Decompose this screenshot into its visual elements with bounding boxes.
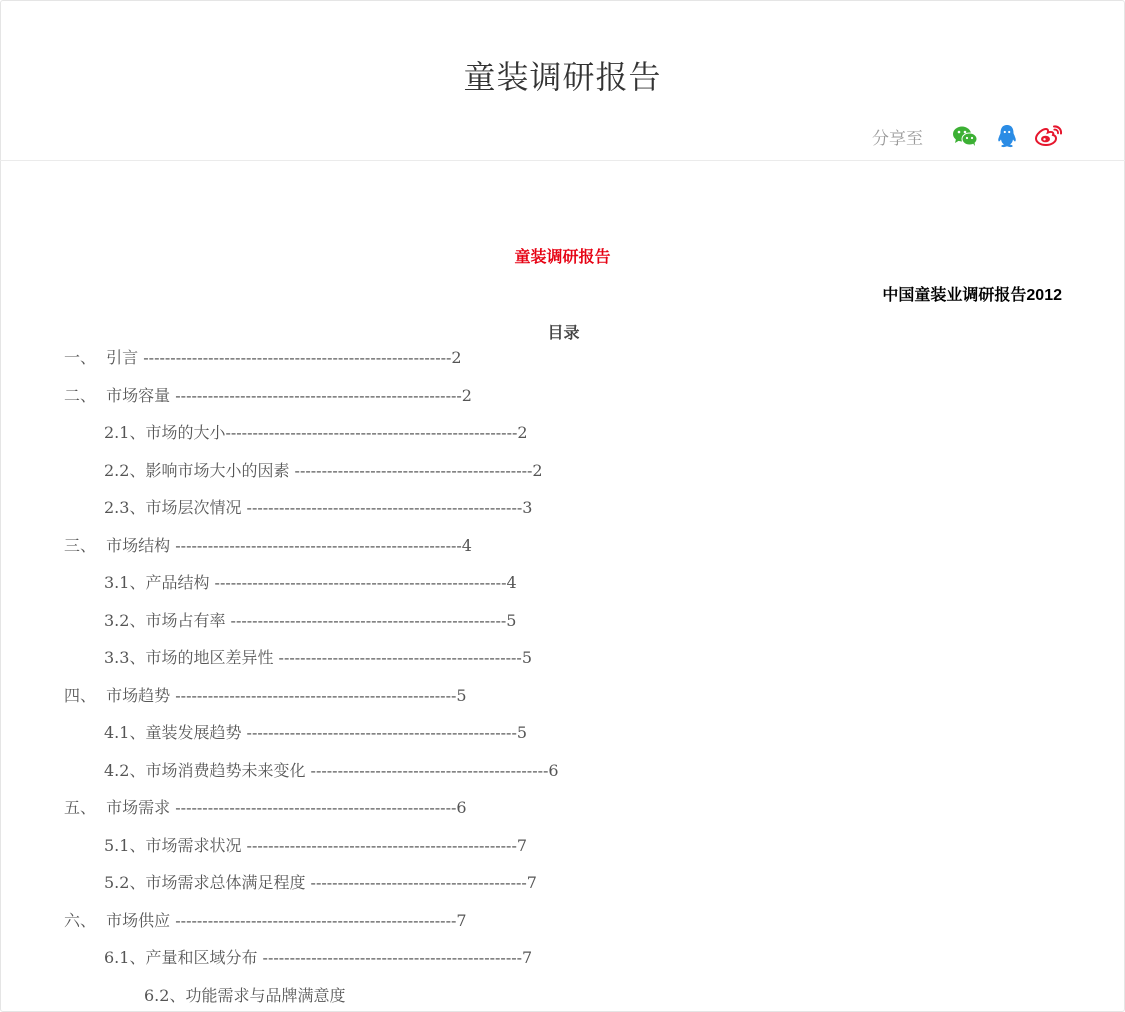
toc-item: 3.3、市场的地区差异性 ---------------------------------------------5 xyxy=(104,648,532,667)
share-bar xyxy=(872,122,1063,150)
document-title: 童装调研报告 xyxy=(514,247,611,266)
toc-item: 2.3、市场层次情况 ---------------------------------------------------3 xyxy=(104,498,533,517)
share-qq-button[interactable] xyxy=(993,122,1021,150)
article-header xyxy=(0,0,1125,161)
toc-item: 四、 市场趋势 ----------------------------------------------------5 xyxy=(64,686,467,705)
share-weibo-button[interactable] xyxy=(1035,122,1063,150)
toc-heading: 目录 xyxy=(547,323,580,342)
toc-item: 三、 市场结构 -----------------------------------------------------4 xyxy=(64,536,472,555)
toc-item: 5.1、市场需求状况 --------------------------------------------------7 xyxy=(104,836,528,855)
toc-item: 2.1、市场的大小------------------------------------------------------2 xyxy=(104,423,528,442)
toc-item: 一、 引言 ---------------------------------------------------------2 xyxy=(64,348,462,367)
weibo-icon xyxy=(1035,124,1063,148)
qq-icon xyxy=(996,124,1018,148)
article-body xyxy=(0,160,1125,1005)
toc-item: 3.2、市场占有率 ---------------------------------------------------5 xyxy=(104,611,517,630)
toc-item: 2.2、影响市场大小的因素 --------------------------------------------2 xyxy=(104,461,543,480)
toc-item: 二、 市场容量 -----------------------------------------------------2 xyxy=(64,386,472,405)
toc-item: 五、 市场需求 ----------------------------------------------------6 xyxy=(64,798,467,817)
toc-item: 4.2、市场消费趋势未来变化 --------------------------------------------6 xyxy=(104,761,559,780)
toc-item: 5.2、市场需求总体满足程度 ----------------------------------------7 xyxy=(104,873,537,892)
wechat-icon xyxy=(952,125,978,147)
toc-item: 3.1、产品结构 ------------------------------------------------------4 xyxy=(104,573,517,592)
document-subtitle: 中国童装业调研报告2012 xyxy=(882,287,1062,304)
toc-item: 6.1、产量和区域分布 ------------------------------------------------7 xyxy=(104,948,533,967)
share-label: 分享至 xyxy=(872,128,923,149)
toc-item: 4.1、童装发展趋势 --------------------------------------------------5 xyxy=(104,723,528,742)
share-wechat-button[interactable] xyxy=(951,122,979,150)
page-title: 童装调研报告 xyxy=(463,58,662,96)
toc-item: 六、 市场供应 ----------------------------------------------------7 xyxy=(64,911,467,930)
toc-item: 6.2、功能需求与品牌满意度 xyxy=(144,986,346,1005)
